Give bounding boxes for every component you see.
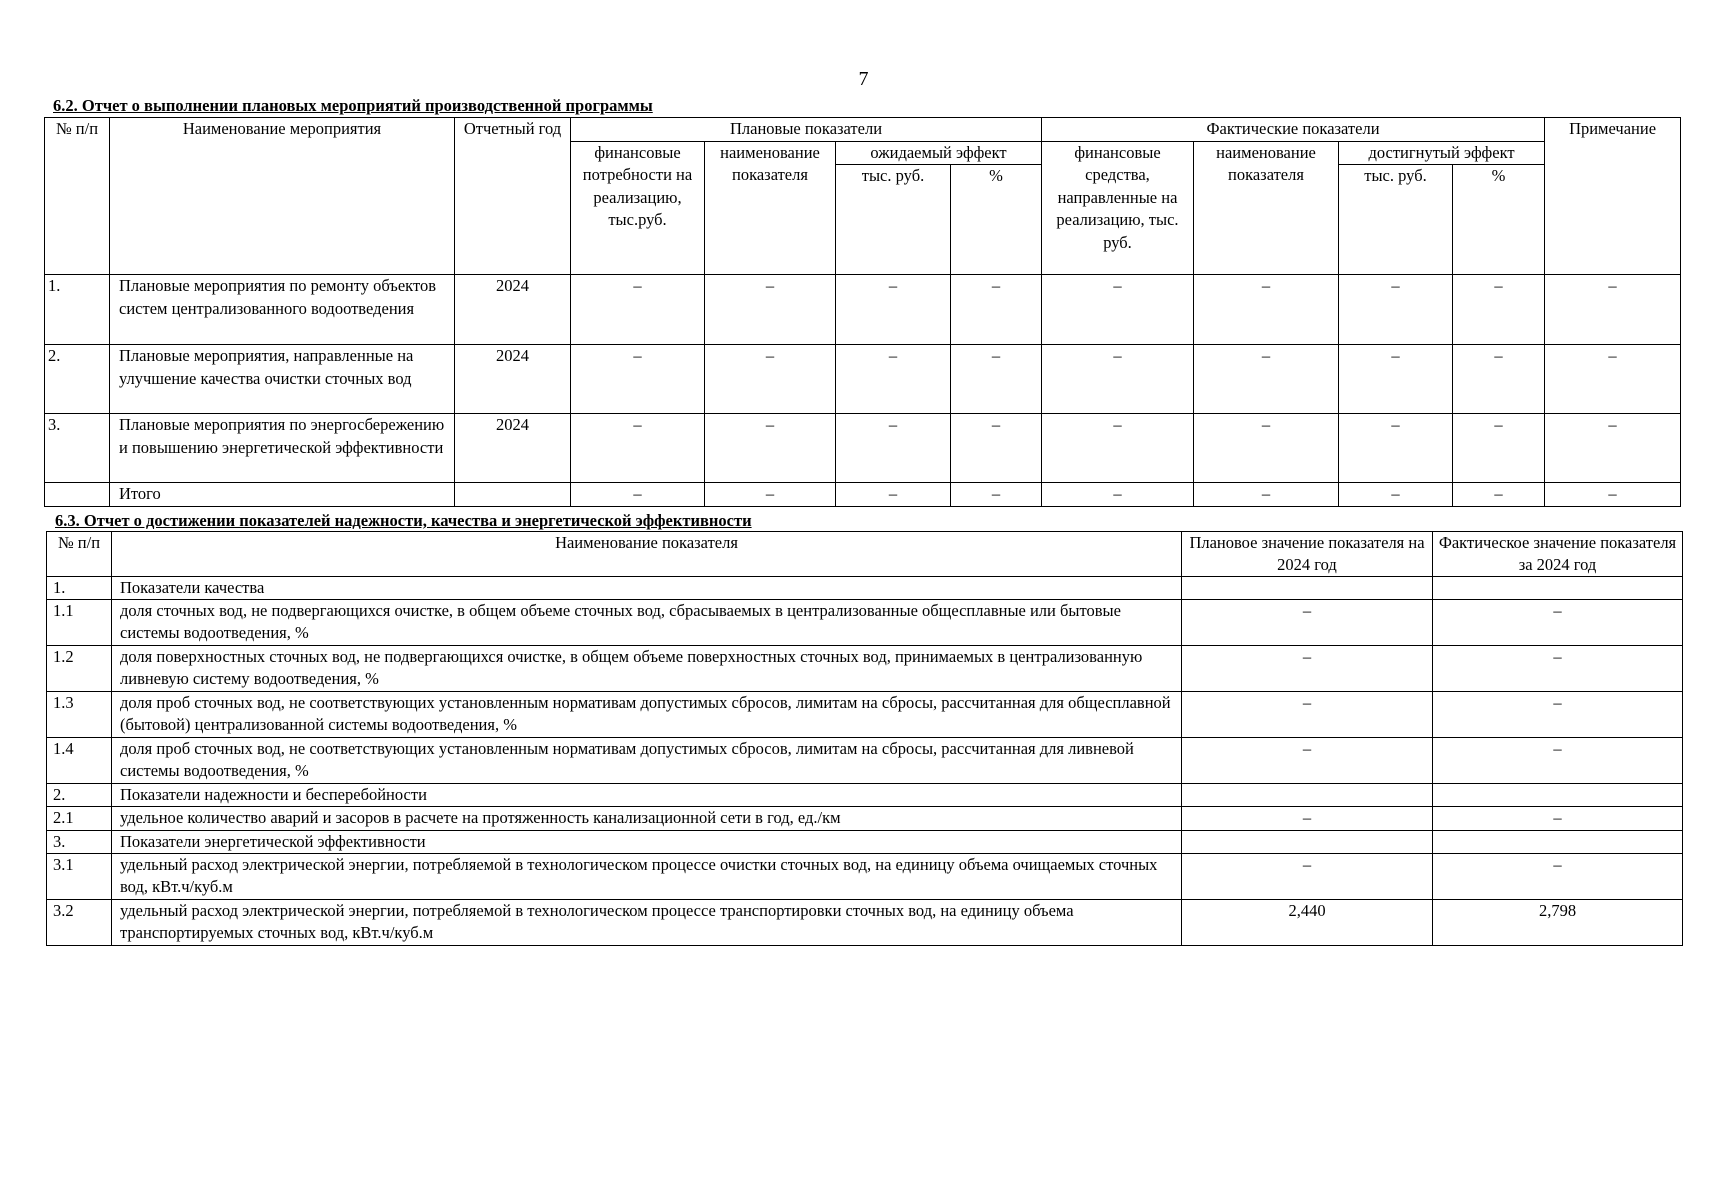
- cell-fact: [1433, 577, 1683, 600]
- cell-plan: 2,440: [1182, 900, 1433, 946]
- cell-plan-indicator: –: [705, 483, 836, 507]
- planned-measures-table: [44, 117, 1681, 507]
- col-header-fact-effect: достигнутый эффект: [1339, 141, 1545, 165]
- row-name: доля сточных вод, не подвергающихся очистке, в общем объеме сточных вод, сбрасываемых в централизованные общесплавные или бытовые системы водоотведения, %: [112, 600, 1182, 646]
- col-header-plan-group: Плановые показатели: [571, 118, 1042, 142]
- cell-fact: [1433, 831, 1683, 854]
- cell-plan: [1182, 784, 1433, 807]
- cell-fact-pct: –: [1453, 345, 1545, 414]
- col-header-note: Примечание: [1545, 118, 1681, 275]
- cell-plan-indicator: –: [705, 414, 836, 483]
- row-name: доля поверхностных сточных вод, не подвергающихся очистке, в общем объеме поверхностных сточных вод, принимаемых в централизованную ливневую систему водоотведения, %: [112, 646, 1182, 692]
- cell-plan-indicator: –: [705, 275, 836, 345]
- col-header-fact-fin: финансовые средства, направленные на реализацию, тыс. руб.: [1042, 141, 1194, 275]
- cell-fact: –: [1433, 600, 1683, 646]
- table-row: [45, 414, 1681, 483]
- cell-plan-rub: –: [836, 275, 951, 345]
- col-header-fact-effect-pct: %: [1453, 165, 1545, 275]
- cell-plan: –: [1182, 646, 1433, 692]
- cell-fact-pct: –: [1453, 483, 1545, 507]
- cell-plan-rub: –: [836, 414, 951, 483]
- cell-fact: [1433, 784, 1683, 807]
- table-row: [47, 600, 1683, 646]
- cell-fact: –: [1433, 738, 1683, 784]
- col-header-plan-effect-pct: %: [951, 165, 1042, 275]
- cell-plan-pct: –: [951, 275, 1042, 345]
- cell-plan-pct: –: [951, 483, 1042, 507]
- cell-fact-fin: –: [1042, 414, 1194, 483]
- row-num: 3.: [47, 831, 112, 854]
- col-header-num: № п/п: [47, 532, 112, 577]
- cell-fact-indicator: –: [1194, 483, 1339, 507]
- row-name: доля проб сточных вод, не соответствующих установленным нормативам допустимых сбросов, лимитам на сбросы, рассчитанная для ливневой системы водоотведения, %: [112, 738, 1182, 784]
- row-name: удельное количество аварий и засоров в расчете на протяженность канализационной сети в год, ед./км: [112, 807, 1182, 831]
- cell-fact-rub: –: [1339, 483, 1453, 507]
- cell-fact: –: [1433, 854, 1683, 900]
- table-row: [47, 854, 1683, 900]
- row-num: 3.: [45, 414, 110, 483]
- cell-plan-fin: –: [571, 483, 705, 507]
- table-row: [47, 807, 1683, 831]
- table-row: [47, 646, 1683, 692]
- cell-plan: –: [1182, 738, 1433, 784]
- col-header-name: Наименование мероприятия: [110, 118, 455, 275]
- cell-plan: –: [1182, 600, 1433, 646]
- indicators-table: [46, 531, 1683, 946]
- col-header-plan-effect-rub: тыс. руб.: [836, 165, 951, 275]
- row-num: [45, 483, 110, 507]
- table-row: [47, 738, 1683, 784]
- cell-plan-fin: –: [571, 345, 705, 414]
- row-name: Плановые мероприятия по энергосбережению и повышению энергетической эффективности: [110, 414, 455, 483]
- cell-fact-pct: –: [1453, 414, 1545, 483]
- cell-fact-rub: –: [1339, 345, 1453, 414]
- row-name: Показатели качества: [112, 577, 1182, 600]
- row-name: доля проб сточных вод, не соответствующих установленным нормативам допустимых сбросов, лимитам на сбросы, рассчитанная для общесплавной (бытовой) централизованной системы водоотведения, %: [112, 692, 1182, 738]
- cell-note: –: [1545, 275, 1681, 345]
- col-header-fact-effect-rub: тыс. руб.: [1339, 165, 1453, 275]
- section-6-3-title: 6.3. Отчет о достижении показателей надежности, качества и энергетической эффективности: [55, 511, 752, 530]
- col-header-year: Отчетный год: [455, 118, 571, 275]
- row-num: 2.1: [47, 807, 112, 831]
- cell-fact: 2,798: [1433, 900, 1683, 946]
- cell-plan-pct: –: [951, 414, 1042, 483]
- cell-note: –: [1545, 483, 1681, 507]
- cell-plan: –: [1182, 692, 1433, 738]
- cell-fact-fin: –: [1042, 483, 1194, 507]
- table-row: [47, 900, 1683, 946]
- row-year: 2024: [455, 345, 571, 414]
- cell-fact-rub: –: [1339, 275, 1453, 345]
- cell-fact-indicator: –: [1194, 275, 1339, 345]
- col-header-name: Наименование показателя: [112, 532, 1182, 577]
- table-row: [47, 692, 1683, 738]
- cell-plan-pct: –: [951, 345, 1042, 414]
- row-num: 1.3: [47, 692, 112, 738]
- table-row: [45, 275, 1681, 345]
- group-row: [47, 831, 1683, 854]
- cell-fact-fin: –: [1042, 345, 1194, 414]
- row-name: удельный расход электрической энергии, потребляемой в технологическом процессе транспортировки сточных вод, на единицу объема транспортируемых сточных вод, кВт.ч/куб.м: [112, 900, 1182, 946]
- cell-plan-fin: –: [571, 414, 705, 483]
- cell-fact: –: [1433, 646, 1683, 692]
- row-year: 2024: [455, 414, 571, 483]
- row-num: 1.: [45, 275, 110, 345]
- cell-fact-indicator: –: [1194, 345, 1339, 414]
- cell-fact-indicator: –: [1194, 414, 1339, 483]
- cell-fact-fin: –: [1042, 275, 1194, 345]
- row-num: 1.2: [47, 646, 112, 692]
- row-num: 3.1: [47, 854, 112, 900]
- row-name: Показатели надежности и бесперебойности: [112, 784, 1182, 807]
- row-num: 1.1: [47, 600, 112, 646]
- cell-fact: –: [1433, 807, 1683, 831]
- cell-note: –: [1545, 345, 1681, 414]
- row-year: 2024: [455, 275, 571, 345]
- row-year: [455, 483, 571, 507]
- row-name: Показатели энергетической эффективности: [112, 831, 1182, 854]
- row-name: Плановые мероприятия, направленные на улучшение качества очистки сточных вод: [110, 345, 455, 414]
- cell-plan-rub: –: [836, 483, 951, 507]
- row-num: 2.: [45, 345, 110, 414]
- col-header-plan-fin: финансовые потребности на реализацию, тыс.руб.: [571, 141, 705, 275]
- cell-note: –: [1545, 414, 1681, 483]
- cell-fact: –: [1433, 692, 1683, 738]
- col-header-plan-indicator: наименование показателя: [705, 141, 836, 275]
- col-header-fact: Фактическое значение показателя за 2024 год: [1433, 532, 1683, 577]
- col-header-num: № п/п: [45, 118, 110, 275]
- cell-plan-indicator: –: [705, 345, 836, 414]
- row-name: Плановые мероприятия по ремонту объектов систем централизованного водоотведения: [110, 275, 455, 345]
- total-row: [45, 483, 1681, 507]
- col-header-fact-indicator: наименование показателя: [1194, 141, 1339, 275]
- table-row: [45, 345, 1681, 414]
- col-header-fact-group: Фактические показатели: [1042, 118, 1545, 142]
- row-num: 1.4: [47, 738, 112, 784]
- section-6-2-title: 6.2. Отчет о выполнении плановых мероприятий производственной программы: [53, 96, 653, 115]
- cell-fact-pct: –: [1453, 275, 1545, 345]
- cell-plan: [1182, 831, 1433, 854]
- col-header-plan-effect: ожидаемый эффект: [836, 141, 1042, 165]
- row-num: 3.2: [47, 900, 112, 946]
- col-header-plan: Плановое значение показателя на 2024 год: [1182, 532, 1433, 577]
- cell-plan: –: [1182, 854, 1433, 900]
- cell-plan: –: [1182, 807, 1433, 831]
- cell-plan: [1182, 577, 1433, 600]
- cell-plan-fin: –: [571, 275, 705, 345]
- row-num: 1.: [47, 577, 112, 600]
- group-row: [47, 577, 1683, 600]
- cell-fact-rub: –: [1339, 414, 1453, 483]
- group-row: [47, 784, 1683, 807]
- page-number: 7: [858, 68, 869, 90]
- row-num: 2.: [47, 784, 112, 807]
- total-label: Итого: [110, 483, 455, 507]
- row-name: удельный расход электрической энергии, потребляемой в технологическом процессе очистки сточных вод, на единицу объема очищаемых сточных вод, кВт.ч/куб.м: [112, 854, 1182, 900]
- cell-plan-rub: –: [836, 345, 951, 414]
